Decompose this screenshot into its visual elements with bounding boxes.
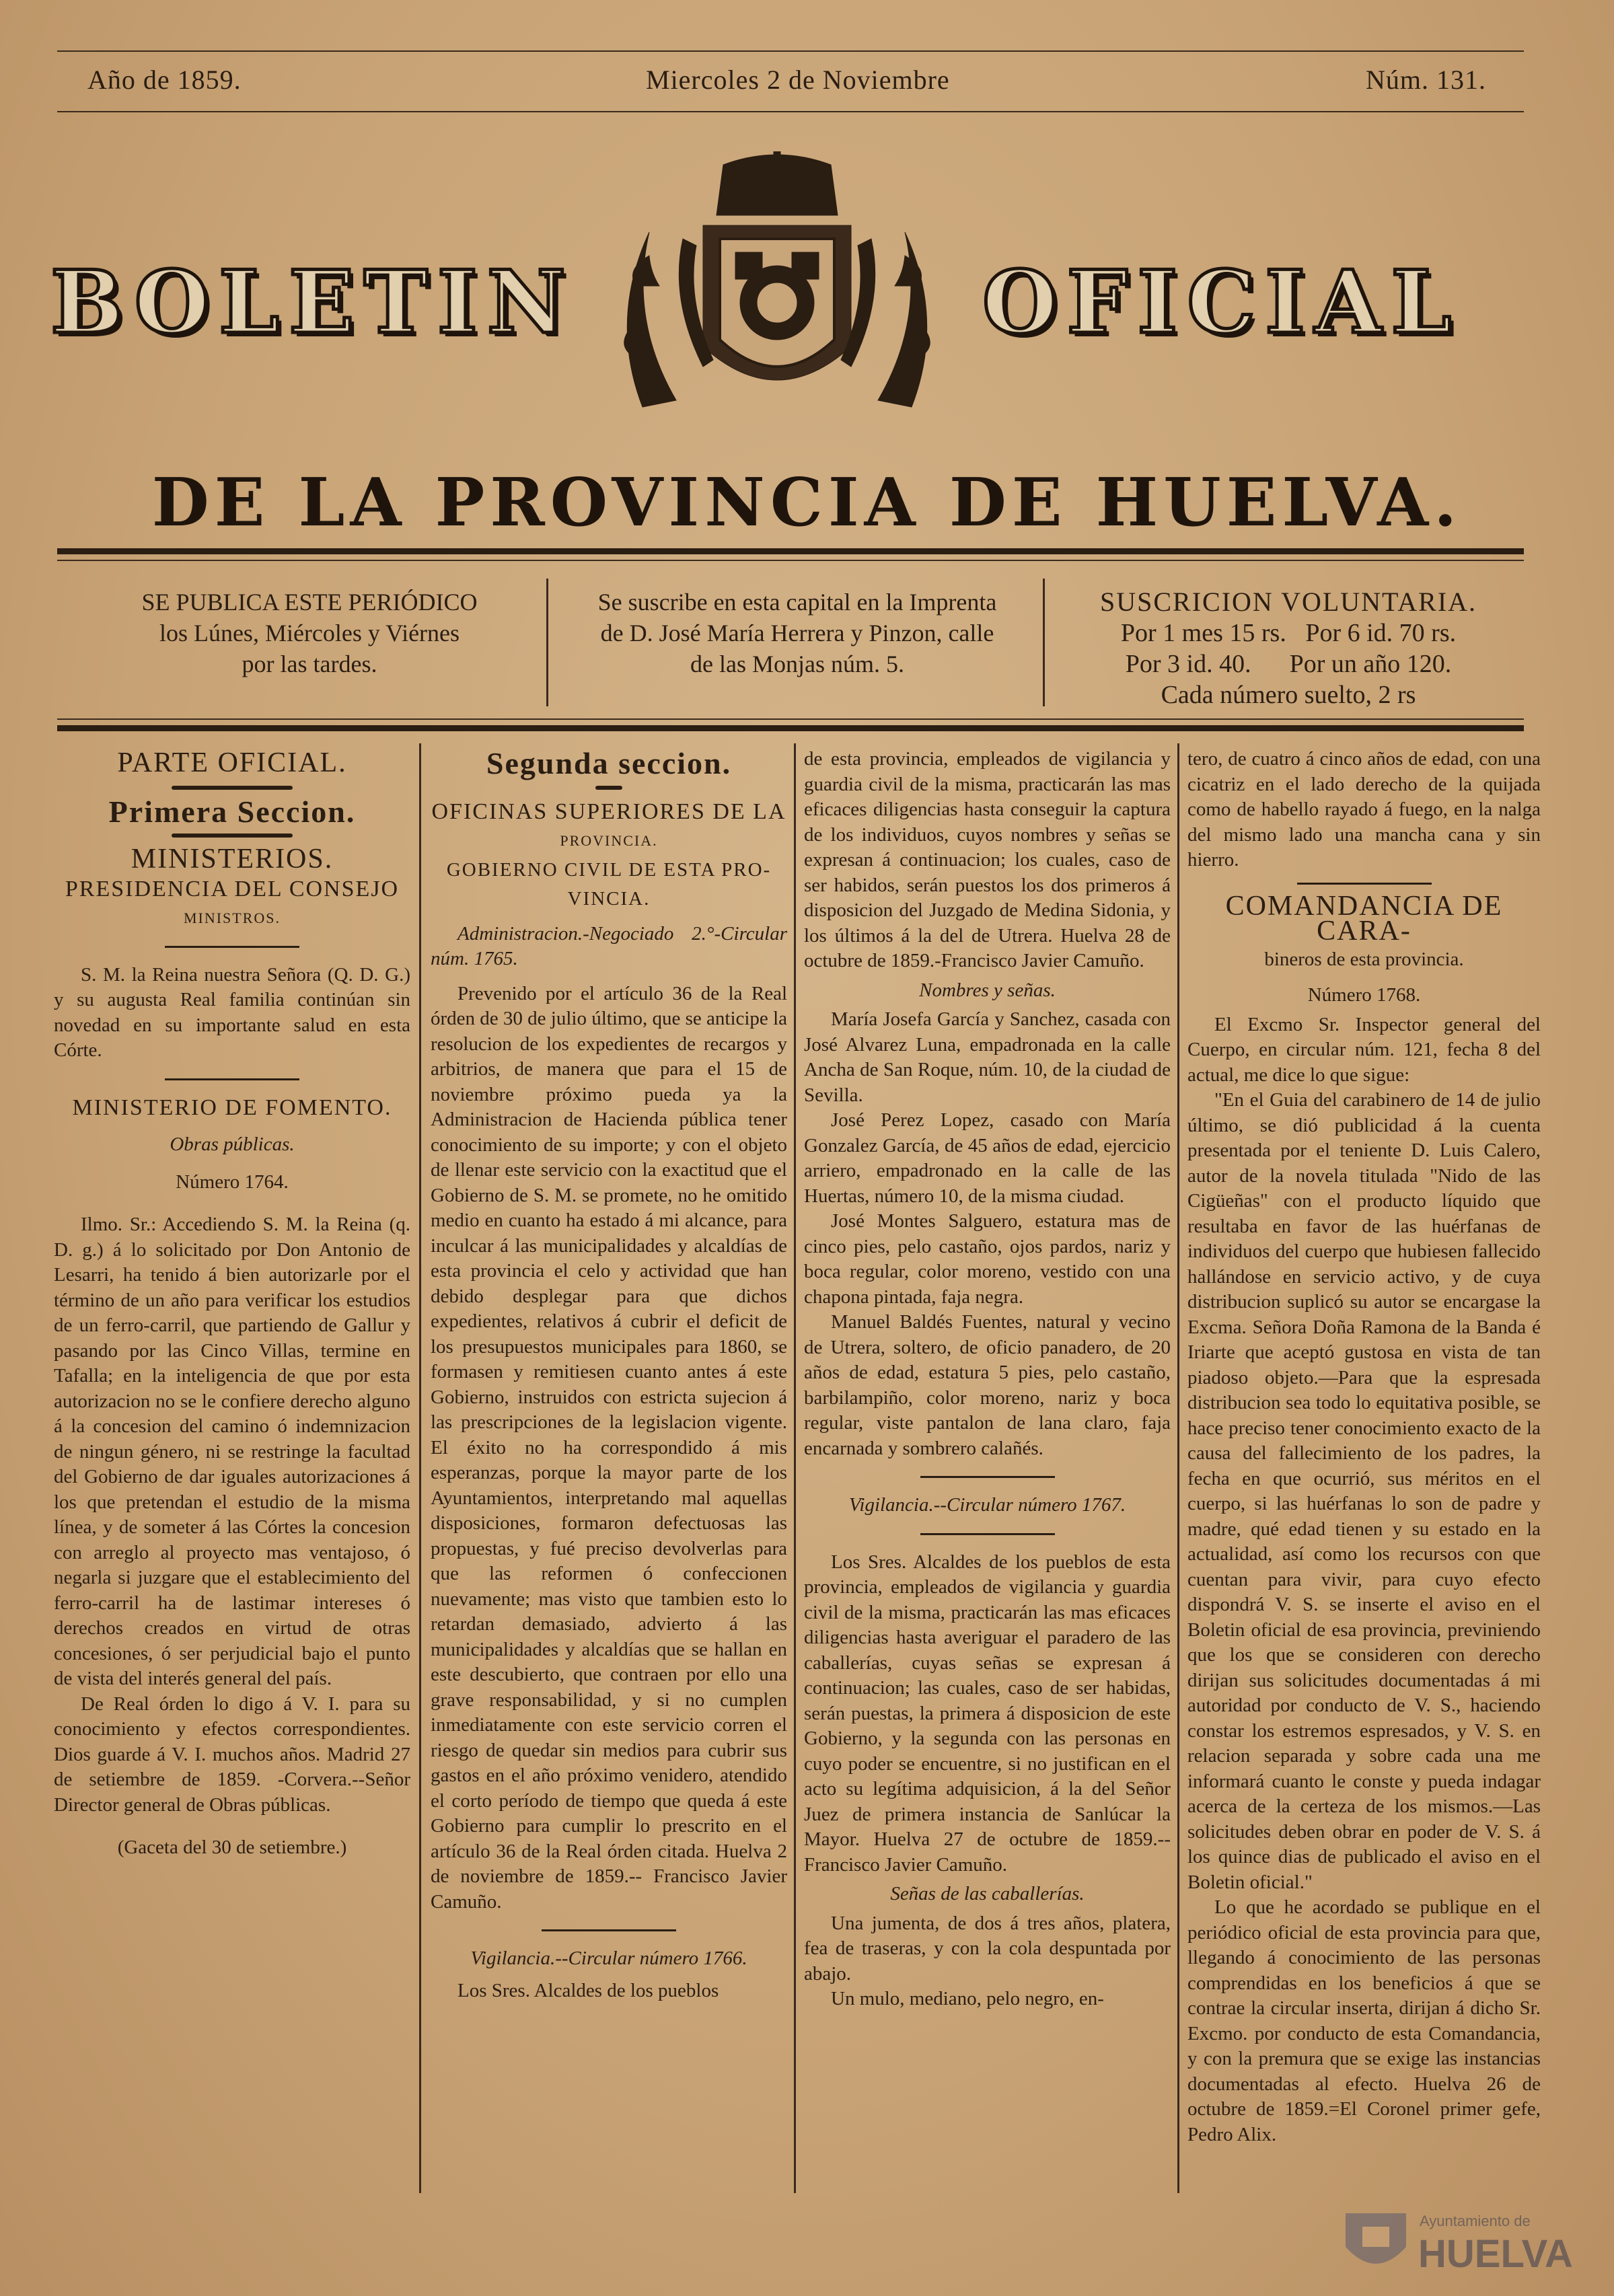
issue-number: Núm. 131. bbox=[1366, 65, 1486, 95]
numero-1768: Número 1768. bbox=[1307, 984, 1421, 1006]
divider bbox=[920, 1476, 1055, 1478]
paragraph: José Perez Lopez, casado con María Gonzalez García, de 45 años de edad, ejercicio arriero, empadronado en la calle de las Huertas, número 10, de la misma ciudad. bbox=[804, 1109, 1171, 1207]
schedule-line-2: los Lúnes, Miércoles y Viérnes bbox=[159, 620, 460, 646]
top-rule bbox=[57, 50, 1524, 52]
paragraph: Un mulo, mediano, pelo negro, en- bbox=[831, 1988, 1104, 2009]
info-separator-2 bbox=[1043, 579, 1045, 706]
paragraph: Los Sres. Alcaldes de los pueblos de esta provincia, empleados de vigilancia y guardia civil de la misma, practicarán las mas eficaces diligencias hasta averiguar el paradero de las caballerías, cuyas señas se expresan á continuacion; las cuales, caso de ser habidas, serán puestas, la primera á disposicion de este Gobierno, y la segunda con las personas en cuyo poder se encuentre, si no justifican en el acto su legítima adquisicion, á la del Señor Juez de primera instancia de Sanlúcar la Mayor. Huelva 27 de octubre de 1859.--Francisco Javier Camuño. bbox=[804, 1551, 1171, 1876]
gaceta-note: (Gaceta del 30 de setiembre.) bbox=[117, 1837, 347, 1858]
prices-single: Cada número suelto, 2 rs bbox=[1161, 681, 1416, 709]
gobierno-heading-2: VINCIA. bbox=[567, 888, 651, 910]
prices-title: SUSCRICION VOLUNTARIA. bbox=[1099, 587, 1477, 617]
paragraph: Ilmo. Sr.: Accediendo S. M. la Reina (q. D. g.) á lo solicitado por Don Antonio de Lesarri, ha tenido á bien autorizarle por el término de un año para verificar los estudios de un ferro-carril, que partiendo de Gallur y pasando por las Cinco Villas, termine en Tafalla; en la inteligencia de que por esta autorizacion no se le confiere derecho alguno á la concesion del camino ó indemnizacion de ningun género, ni se restringe la facultad del Gobierno de dar iguales autorizaciones á los que pretendan el estudio de la misma línea, y de someter á las Córtes la concesion con arreglo al proyecto mas ventajoso, ó negarla si juzgare que el establecimiento del ferro-carril ha de lastimar intereses ó derechos creados en virtud de otras concesiones, ó ser perjudicial bajo el punto de vista del interés general del país. bbox=[54, 1214, 410, 1689]
paragraph: José Montes Salguero, estatura mas de cinco pies, pelo castaño, ojos pardos, nariz y boca regular, color moreno, vestido con una chapona pintada, faja negra. bbox=[804, 1210, 1171, 1308]
subscription-prices bbox=[1053, 587, 1524, 710]
divider bbox=[920, 1533, 1055, 1535]
ministros-heading: MINISTROS. bbox=[183, 910, 281, 926]
info-separator-1 bbox=[546, 579, 548, 706]
obras-heading: Obras públicas. bbox=[170, 1134, 295, 1155]
presidencia-heading: PRESIDENCIA DEL CONSEJO bbox=[65, 876, 400, 901]
masthead-title-left: BOLETIN bbox=[50, 252, 575, 353]
logo-line-2: HUELVA bbox=[1418, 2232, 1573, 2276]
divider bbox=[165, 946, 299, 948]
info-rule-bottom-2 bbox=[57, 725, 1524, 731]
info-rule-bottom bbox=[57, 718, 1524, 720]
ministerios-heading: MINISTERIOS. bbox=[131, 844, 334, 875]
masthead-subtitle: DE LA PROVINCIA DE HUELVA. bbox=[151, 464, 1463, 542]
primera-seccion-heading: Primera Seccion. bbox=[108, 794, 356, 829]
place-line-2: de D. José María Herrera y Pinzon, calle bbox=[600, 620, 994, 646]
vigilancia-1766: Vigilancia.--Circular número 1766. bbox=[470, 1948, 747, 1969]
paragraph: S. M. la Reina nuestra Señora (Q. D. G.) y su augusta Real familia continúan sin novedad en su importante salud en esta Córte. bbox=[54, 963, 410, 1061]
column-separator-2 bbox=[794, 743, 796, 2193]
masthead-title-right: OFICIAL bbox=[982, 252, 1461, 353]
divider bbox=[542, 1929, 676, 1931]
paragraph: de esta provincia, empleados de vigilancia y guardia civil de la misma, practicarán las mas eficaces diligencias hasta conseguir la captura de los individuos, cuyos nombres y señas se expresan á continuacion; los cuales, caso de ser habidos, serán puestos los dos primeros á disposicion del Juzgado de Medina Sidonia, y los últimos á la del de Utrera. Huelva 28 de octubre de 1859.-Francisco Javier Camuño. bbox=[804, 748, 1171, 971]
ornament-divider bbox=[172, 834, 293, 838]
column-2 bbox=[431, 747, 787, 2003]
place-line-1: Se suscribe en esta capital en la Imprenta bbox=[597, 589, 997, 616]
comandancia-heading-2: bineros de esta provincia. bbox=[1264, 948, 1464, 970]
comandancia-heading-1: COMANDANCIA DE CARA- bbox=[1225, 890, 1503, 947]
royal-crest-icon bbox=[602, 151, 952, 437]
paragraph: tero, de cuatro á cinco años de edad, con una cicatriz en el lado derecho de la quijada como de habello rayado á fuego, en la nalga del mismo lado una mancha cana y sin hierro. bbox=[1187, 748, 1541, 871]
senas-heading: Señas de las caballerías. bbox=[890, 1883, 1085, 1904]
nombres-heading: Nombres y señas. bbox=[919, 979, 1056, 1001]
issue-year: Año de 1859. bbox=[87, 65, 242, 95]
ornament-divider bbox=[172, 786, 293, 790]
place-line-3: de las Monjas núm. 5. bbox=[690, 651, 904, 677]
paragraph: "En el Guia del carabinero de 14 de julio último, se dió publicidad á la cuenta presentada por el teniente D. Luis Calero, autor de la novela titulada "Nido de las Cigüeñas" con el producto líquido que resultaba en favor de las huérfanas de individuos del cuerpo que hubiesen fallecido hallándose en servicio activo, y de cuya distribucion suplicó su autor se encargase la Excma. Señora Doña Ramona de la Banda é Iriarte que aceptó gustosa en vista de tan piadoso objeto.—Para que la espresada distribucion sea todo lo equitativa posible, se hace preciso tener conocimiento exacto de la causa del fallecimiento de los padres, la fecha en que ocurrió, sus méritos en el cuerpo, si las huérfanas lo son de padre y madre, qué edad tienen y su estado en la actualidad, así como los recursos con que cuentan para vivir, para cuyo efecto dispondrá V. S. se inserte el aviso en el Boletin oficial de esa provincia, previniendo que los que se consideren con derecho dirijan sus solicitudes documentadas á mi autoridad por conducto de V. S., haciendo constar los estremos espresados, y V. S. en relacion separada y sobre cada una me informará cuanto le conste y pueda indagar acerca de la certeza de los mismos.—Las solicitudes deben obrar en poder de V. S. á los quince dias de publicado el aviso en el Boletin oficial." bbox=[1187, 1089, 1541, 1893]
paragraph: Manuel Baldés Fuentes, natural y vecino de Utrera, soltero, de oficio panadero, de 20 años de edad, estatura 5 pies, pelo castaño, barbilampiño, color moreno, nariz y boca regular, viste pantalon de lana claro, faja encarnada y sombrero calañés. bbox=[804, 1311, 1171, 1459]
parte-oficial-heading: PARTE OFICIAL. bbox=[117, 747, 347, 778]
schedule-line-3: por las tardes. bbox=[242, 651, 377, 677]
administracion-line: Administracion.-Negociado 2.°-Circular núm. 1765. bbox=[431, 922, 787, 969]
ornament-divider bbox=[595, 786, 622, 790]
column-4 bbox=[1187, 747, 1541, 2147]
divider bbox=[165, 1078, 299, 1080]
paragraph: El Excmo Sr. Inspector general del Cuerpo, en circular núm. 121, fecha 8 del actual, me dice lo que sigue: bbox=[1187, 1013, 1541, 1086]
column-separator-3 bbox=[1177, 743, 1179, 2193]
column-1 bbox=[54, 747, 410, 1865]
paragraph: Lo que he acordado se publique en el periódico oficial de esta provincia para que, llegando á conocimiento de las personas comprendidas en los beneficios á que se contrae la circular inserta, dirijan á dicho Sr. Excmo. por conducto de esta Comandancia, y con la premura que se exige las instancias documentadas al efecto. Huelva 26 de octubre de 1859.=El Coronel primer gefe, Pedro Alix. bbox=[1187, 1896, 1541, 2145]
prices-row-1: Por 1 mes 15 rs. Por 6 id. 70 rs. bbox=[1120, 619, 1457, 647]
column-separator-1 bbox=[419, 743, 421, 2193]
subscription-place bbox=[552, 587, 1043, 679]
paragraph: María Josefa García y Sanchez, casada con José Alvarez Luna, empadronada en la calle Ancha de San Roque, núm. 10, de la ciudad de Sevilla. bbox=[804, 1008, 1171, 1106]
paragraph: Los Sres. Alcaldes de los pueblos bbox=[457, 1979, 719, 2001]
publication-schedule bbox=[81, 587, 538, 679]
divider bbox=[1297, 883, 1432, 885]
info-rule-top bbox=[57, 548, 1524, 554]
paragraph: De Real órden lo digo á V. I. para su conocimiento y efectos correspondientes. Dios guarde á V. I. muchos años. Madrid 27 de setiembre de 1859. -Corvera.--Señor Director general de Obras públicas. bbox=[54, 1693, 410, 1816]
huelva-logo bbox=[1339, 2203, 1573, 2284]
top-rule-2 bbox=[57, 111, 1524, 112]
column-3 bbox=[804, 747, 1171, 2012]
gobierno-heading-1: GOBIERNO CIVIL DE ESTA PRO- bbox=[446, 858, 772, 881]
numero-1764: Número 1764. bbox=[176, 1171, 289, 1193]
segunda-seccion-heading: Segunda seccion. bbox=[486, 746, 732, 780]
oficinas-heading: OFICINAS SUPERIORES DE LA bbox=[431, 799, 786, 824]
logo-line-1: Ayuntamiento de bbox=[1420, 2213, 1531, 2229]
info-rule-top-2 bbox=[57, 560, 1524, 561]
shield-icon bbox=[1339, 2207, 1413, 2281]
schedule-line-1: SE PUBLICA ESTE PERIÓDICO bbox=[141, 589, 478, 616]
fomento-heading: MINISTERIO DE FOMENTO. bbox=[72, 1095, 392, 1120]
issue-date: Miercoles 2 de Noviembre bbox=[646, 65, 950, 95]
paragraph: Una jumenta, de dos á tres años, platera, fea de traseras, y con la cola despuntada por abajo. bbox=[804, 1912, 1171, 1985]
vigilancia-1767: Vigilancia.--Circular número 1767. bbox=[848, 1494, 1126, 1516]
provincia-heading: PROVINCIA. bbox=[560, 832, 658, 849]
paragraph: Prevenido por el artículo 36 de la Real órden de 30 de julio último, que se anticipe la resolucion de los expedientes de recargos y arbitrios, de manera que para el 15 de noviembre próximo pueda ya la Administracion de Hacienda pública tener conocimiento de su importe; y con el objeto de llenar este servicio con la exactitud que el Gobierno de S. M. se promete, no he omitido medio en cuanto ha estado á mi alcance, para inculcar á las municipalidades y alcaldías de esta provincia el celo y actividad que han debido desplegar para que dichos expedientes, relativos á cubrir el deficit de los presupuestos municipales para 1860, se formasen y remitiesen cuanto antes á este Gobierno, instruidos con estricta sujecion á las prescripciones de la legislacion vigente. El éxito no ha correspondido á mis esperanzas, porque la mayor parte de los Ayuntamientos, interpretando mal aquellas disposiciones, formaron defectuosas las propuestas, y fué preciso devolverlas para que las reformen ó confeccionen nuevamente; mas visto que tambien esto lo retardan demasiado, advierto á las municipalidades y alcaldías que se hallan en este descubierto, que contraen por ello una grave responsabilidad, y si no cumplen inmediatamente con este servicio corren el riesgo de quedar sin medios para cubrir sus gastos en el año próximo venidero, atendido el corto período de tiempo que queda á este Gobierno para cumplir lo prescrito en el artículo 36 de la Real órden citada. Huelva 2 de noviembre de 1859.-- Francisco Javier Camuño. bbox=[431, 982, 787, 1913]
prices-row-2: Por 3 id. 40. Por un año 120. bbox=[1125, 650, 1452, 678]
